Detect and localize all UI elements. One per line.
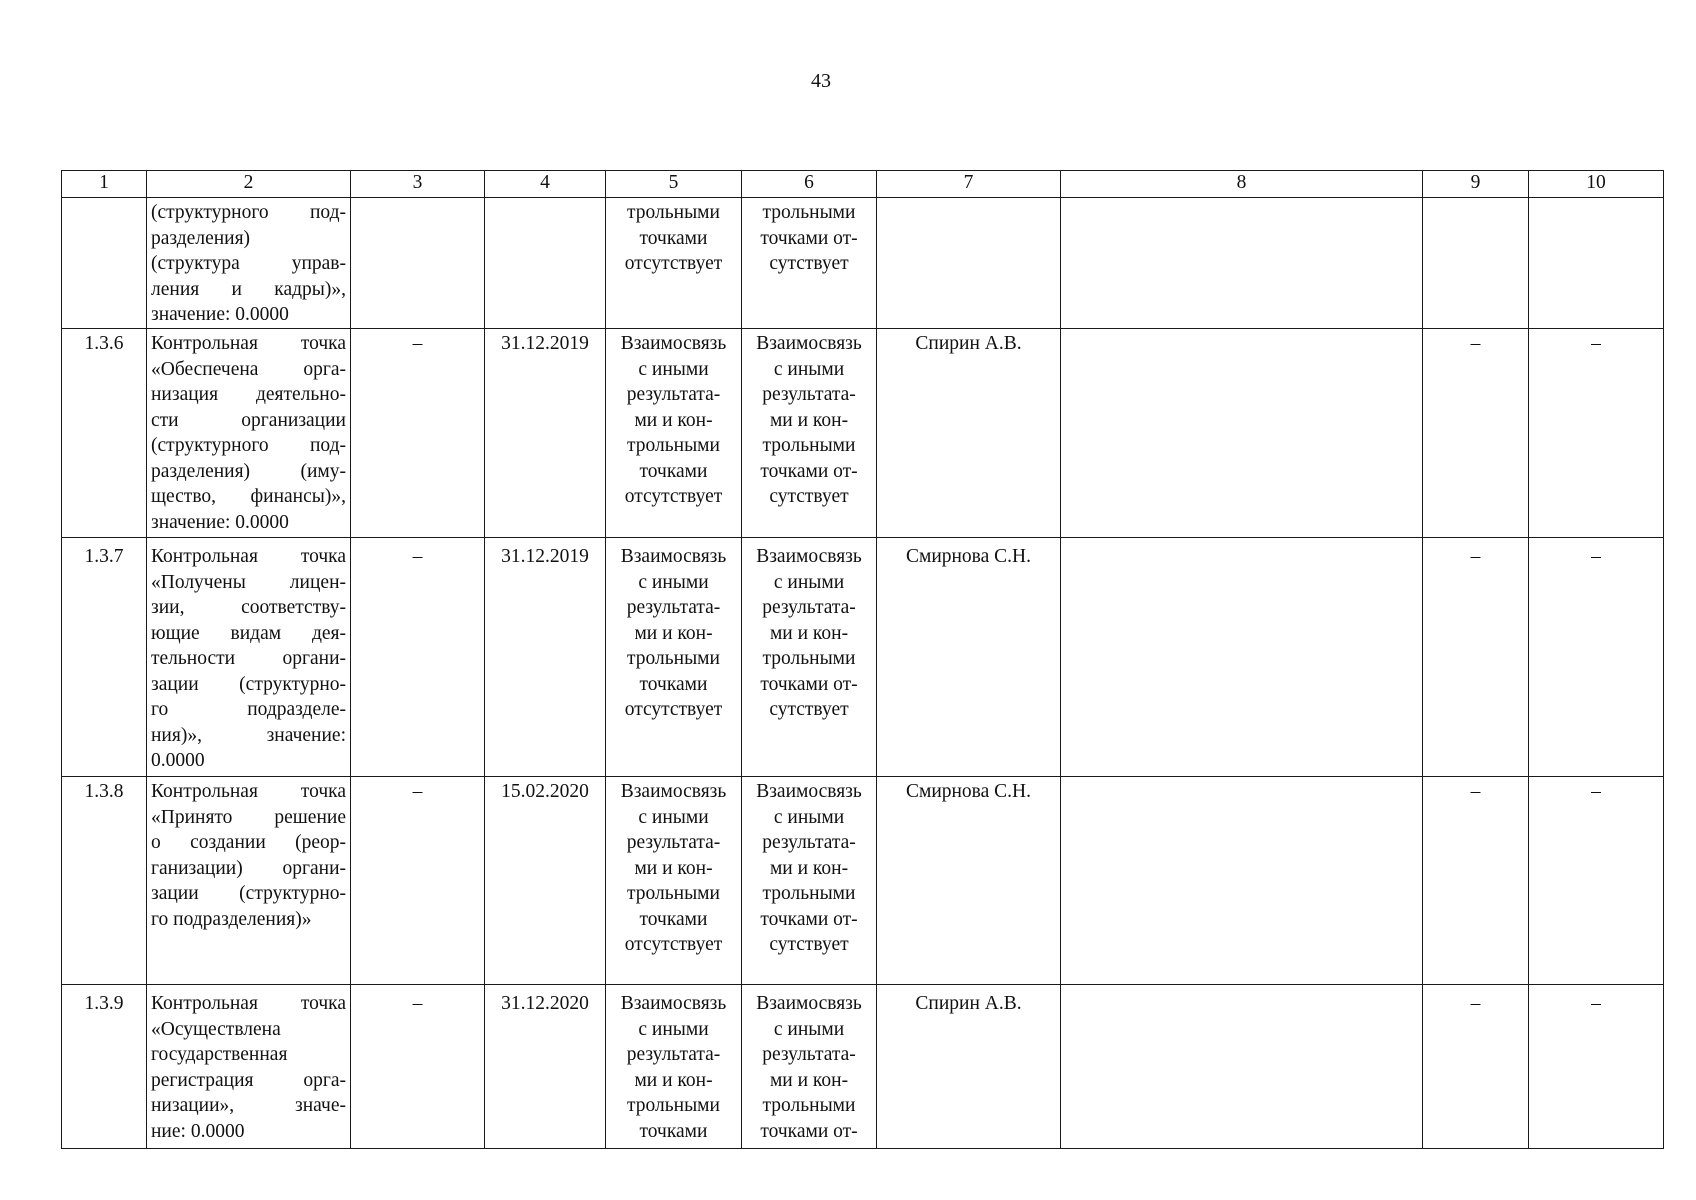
relationship-note-line: ми и кон- bbox=[634, 1069, 713, 1091]
responsible-person: Спирин А.В. bbox=[877, 329, 1061, 538]
due-date: 31.12.2020 bbox=[485, 985, 606, 1149]
checkpoint-description-line: значение: 0.0000 bbox=[151, 304, 289, 325]
relationship-note-line: ми и кон- bbox=[634, 857, 713, 879]
relationship-note-2-line: трольными bbox=[762, 883, 856, 904]
relationship-note-2-line: ми и кон- bbox=[769, 1069, 849, 1091]
column-number: 1 bbox=[62, 171, 147, 198]
relationship-note-2-line: результата- bbox=[762, 384, 856, 405]
plan-table bbox=[61, 170, 1664, 1149]
table-row bbox=[62, 538, 1664, 777]
relationship-note-2-line: трольными bbox=[762, 435, 856, 456]
relationship-note-line: отсутствует bbox=[624, 486, 723, 507]
relationship-note-2 bbox=[742, 538, 877, 777]
relationship-note-2 bbox=[742, 985, 877, 1149]
relationship-note bbox=[606, 538, 742, 777]
checkpoint-description-line: значение: 0.0000 bbox=[151, 511, 289, 533]
relationship-note-line: Взаимосвязь bbox=[620, 333, 727, 354]
relationship-note-2-line: с иными bbox=[773, 806, 845, 828]
relationship-note-line: отсутствует bbox=[624, 699, 723, 720]
relationship-note-2-line: трольными bbox=[762, 648, 856, 669]
checkpoint-description-line: ющие видам дея- bbox=[151, 622, 346, 644]
checkpoint-description bbox=[147, 777, 351, 985]
relationship-note-line: результата- bbox=[626, 1044, 721, 1065]
checkpoint-description bbox=[147, 198, 351, 329]
relationship-note-2-line: Взаимосвязь bbox=[756, 781, 862, 802]
checkpoint-description-line: го подразделения)» bbox=[151, 908, 312, 930]
relationship-note-line: результата- bbox=[626, 384, 721, 405]
column-10-value: – bbox=[1529, 777, 1664, 985]
checkpoint-description-line: го подразделе- bbox=[151, 699, 346, 720]
relationship-note-2 bbox=[742, 777, 877, 985]
checkpoint-description-line: зии, соответству- bbox=[151, 597, 346, 618]
table-body bbox=[62, 171, 1664, 1149]
item-number: 1.3.9 bbox=[62, 985, 147, 1149]
relationship-note bbox=[606, 985, 742, 1149]
relationship-note-2-line: сутствует bbox=[769, 934, 849, 955]
column-number: 7 bbox=[877, 171, 1061, 198]
relationship-note-line: трольными bbox=[627, 1095, 720, 1116]
responsible-person: Смирнова С.Н. bbox=[877, 777, 1061, 985]
column-number: 4 bbox=[485, 171, 606, 198]
relationship-note-line: с иными bbox=[638, 358, 709, 380]
checkpoint-description-line: Контрольная точка bbox=[151, 546, 346, 567]
column-number: 8 bbox=[1061, 171, 1423, 198]
relationship-note-line: трольными bbox=[627, 435, 720, 456]
column-3-value: – bbox=[351, 538, 485, 777]
checkpoint-description-line: «Обеспечена орга- bbox=[151, 358, 346, 380]
relationship-note-line: с иными bbox=[638, 1018, 709, 1040]
relationship-note-2-line: ми и кон- bbox=[769, 409, 849, 431]
relationship-note-2-line: Взаимосвязь bbox=[756, 333, 862, 354]
checkpoint-description-line: разделения) bbox=[151, 227, 251, 249]
column-8-value bbox=[1061, 329, 1423, 538]
relationship-note-2-line: с иными bbox=[773, 1018, 845, 1040]
relationship-note-2 bbox=[742, 329, 877, 538]
checkpoint-description-line: Контрольная точка bbox=[151, 993, 346, 1014]
due-date: 31.12.2019 bbox=[485, 538, 606, 777]
relationship-note-2-line: ми и кон- bbox=[769, 622, 849, 644]
column-number-row bbox=[62, 171, 1664, 198]
relationship-note-2-line: точками от- bbox=[760, 460, 858, 482]
checkpoint-description-line: зации (структурно- bbox=[151, 673, 346, 695]
column-3-value bbox=[351, 198, 485, 329]
item-number: 1.3.8 bbox=[62, 777, 147, 985]
relationship-note-2 bbox=[742, 198, 877, 329]
relationship-note-line: точками bbox=[639, 908, 708, 930]
checkpoint-description-line: (структурного под- bbox=[151, 435, 346, 456]
column-number: 10 bbox=[1529, 171, 1664, 198]
column-9-value: – bbox=[1423, 985, 1529, 1149]
checkpoint-description-line: 0.0000 bbox=[151, 750, 205, 771]
column-10-value: – bbox=[1529, 538, 1664, 777]
column-10-value bbox=[1529, 198, 1664, 329]
checkpoint-description-line: государственная bbox=[151, 1044, 288, 1065]
checkpoint-description-line: о создании (реор- bbox=[151, 832, 346, 853]
relationship-note-line: точками bbox=[639, 227, 708, 249]
checkpoint-description-line: ния)», значение: bbox=[151, 724, 346, 746]
checkpoint-description bbox=[147, 985, 351, 1149]
checkpoint-description-line: (структурного под- bbox=[151, 202, 346, 223]
checkpoint-description-line: зации (структурно- bbox=[151, 883, 346, 904]
column-9-value: – bbox=[1423, 329, 1529, 538]
relationship-note-2-line: Взаимосвязь bbox=[756, 546, 862, 567]
column-number: 3 bbox=[351, 171, 485, 198]
relationship-note-2-line: сутствует bbox=[769, 253, 849, 274]
item-number: 1.3.6 bbox=[62, 329, 147, 538]
relationship-note-line: отсутствует bbox=[624, 253, 723, 274]
checkpoint-description-line: ления и кадры)», bbox=[151, 278, 346, 300]
column-3-value: – bbox=[351, 329, 485, 538]
responsible-person bbox=[877, 198, 1061, 329]
relationship-note-line: Взаимосвязь bbox=[620, 781, 727, 802]
relationship-note bbox=[606, 777, 742, 985]
relationship-note-2-line: точками от- bbox=[760, 673, 858, 695]
relationship-note-line: точками bbox=[639, 673, 708, 695]
checkpoint-description-line: сти организации bbox=[151, 409, 346, 431]
relationship-note-2-line: с иными bbox=[773, 358, 845, 380]
relationship-note-line: трольными bbox=[627, 648, 720, 669]
table-row bbox=[62, 777, 1664, 985]
checkpoint-description-line: низации», значе- bbox=[151, 1095, 346, 1116]
relationship-note-line: результата- bbox=[626, 832, 721, 853]
relationship-note-line: с иными bbox=[638, 571, 709, 593]
responsible-person: Смирнова С.Н. bbox=[877, 538, 1061, 777]
item-number: 1.3.7 bbox=[62, 538, 147, 777]
table-row bbox=[62, 329, 1664, 538]
checkpoint-description-line: (структура управ- bbox=[151, 253, 346, 274]
relationship-note-line: трольными bbox=[627, 202, 720, 223]
column-number: 5 bbox=[606, 171, 742, 198]
item-number bbox=[62, 198, 147, 329]
column-number: 6 bbox=[742, 171, 877, 198]
page-number: 43 bbox=[811, 70, 831, 92]
checkpoint-description-line: Контрольная точка bbox=[151, 781, 346, 802]
relationship-note-2-line: результата- bbox=[762, 597, 856, 618]
relationship-note bbox=[606, 329, 742, 538]
column-9-value: – bbox=[1423, 777, 1529, 985]
relationship-note-2-line: с иными bbox=[773, 571, 845, 593]
checkpoint-description-line: ганизации) органи- bbox=[151, 857, 346, 879]
relationship-note-line: Взаимосвязь bbox=[620, 993, 727, 1014]
relationship-note-line: с иными bbox=[638, 806, 709, 828]
relationship-note-line: точками bbox=[639, 460, 708, 482]
column-8-value bbox=[1061, 198, 1423, 329]
checkpoint-description-line: «Получены лицен- bbox=[151, 571, 346, 593]
column-3-value: – bbox=[351, 985, 485, 1149]
relationship-note-2-line: трольными bbox=[762, 1095, 856, 1116]
relationship-note-2-line: ми и кон- bbox=[769, 857, 849, 879]
checkpoint-description-line: щество, финансы)», bbox=[151, 486, 346, 507]
relationship-note-line: отсутствует bbox=[624, 934, 723, 955]
column-8-value bbox=[1061, 777, 1423, 985]
due-date bbox=[485, 198, 606, 329]
relationship-note-2-line: точками от- bbox=[760, 1120, 858, 1142]
column-number: 2 bbox=[147, 171, 351, 198]
relationship-note-2-line: Взаимосвязь bbox=[756, 993, 862, 1014]
relationship-note-2-line: трольными bbox=[762, 202, 856, 223]
checkpoint-description-line: Контрольная точка bbox=[151, 333, 346, 354]
relationship-note-2-line: результата- bbox=[762, 1044, 856, 1065]
relationship-note-line: Взаимосвязь bbox=[620, 546, 727, 567]
column-3-value: – bbox=[351, 777, 485, 985]
column-9-value: – bbox=[1423, 538, 1529, 777]
column-number: 9 bbox=[1423, 171, 1529, 198]
relationship-note-line: ми и кон- bbox=[634, 622, 713, 644]
relationship-note-line: трольными bbox=[627, 883, 720, 904]
checkpoint-description-line: регистрация орга- bbox=[151, 1069, 346, 1091]
relationship-note-2-line: точками от- bbox=[760, 908, 858, 930]
relationship-note-2-line: точками от- bbox=[760, 227, 858, 249]
relationship-note-2-line: сутствует bbox=[769, 699, 849, 720]
checkpoint-description-line: низация деятельно- bbox=[151, 384, 346, 405]
checkpoint-description-line: «Осуществлена bbox=[151, 1018, 281, 1040]
column-10-value: – bbox=[1529, 329, 1664, 538]
relationship-note-line: ми и кон- bbox=[634, 409, 713, 431]
table-row bbox=[62, 198, 1664, 329]
checkpoint-description bbox=[147, 538, 351, 777]
relationship-note-line: точками bbox=[639, 1120, 708, 1142]
column-10-value: – bbox=[1529, 985, 1664, 1149]
responsible-person: Спирин А.В. bbox=[877, 985, 1061, 1149]
checkpoint-description-line: тельности органи- bbox=[151, 648, 346, 669]
table-row bbox=[62, 985, 1664, 1149]
due-date: 15.02.2020 bbox=[485, 777, 606, 985]
checkpoint-description-line: ние: 0.0000 bbox=[151, 1120, 245, 1142]
column-8-value bbox=[1061, 538, 1423, 777]
column-9-value bbox=[1423, 198, 1529, 329]
relationship-note-2-line: результата- bbox=[762, 832, 856, 853]
relationship-note bbox=[606, 198, 742, 329]
due-date: 31.12.2019 bbox=[485, 329, 606, 538]
relationship-note-2-line: сутствует bbox=[769, 486, 849, 507]
relationship-note-line: результата- bbox=[626, 597, 721, 618]
checkpoint-description-line: «Принято решение bbox=[151, 806, 346, 828]
column-8-value bbox=[1061, 985, 1423, 1149]
checkpoint-description bbox=[147, 329, 351, 538]
checkpoint-description-line: разделения) (иму- bbox=[151, 460, 346, 482]
